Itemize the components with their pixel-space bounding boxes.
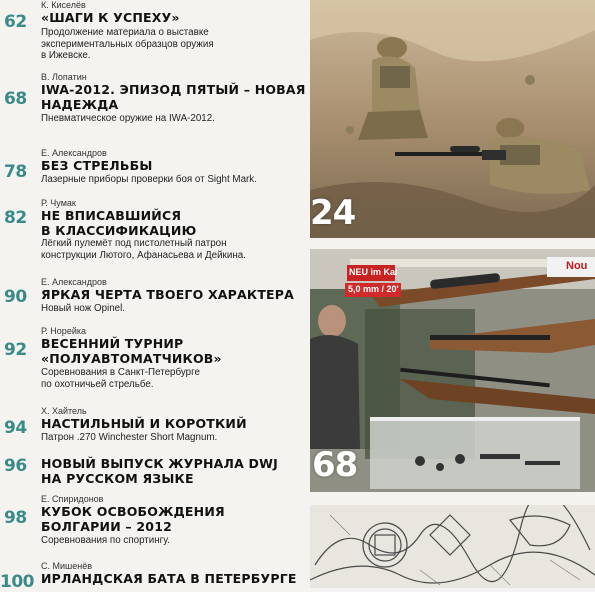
title-line: БОЛГАРИИ – 2012 — [41, 519, 173, 534]
title-line: КУБОК ОСВОБОЖДЕНИЯ — [41, 504, 225, 519]
article-description — [41, 113, 306, 125]
page-number: 82 — [4, 208, 27, 228]
desc-line: Лёгкий пулемёт под пистолетный патрон — [41, 238, 227, 249]
photo-map — [310, 505, 595, 588]
article-title — [41, 416, 306, 431]
sign-text: 5,0 mm / 20' — [348, 284, 399, 294]
desc-line: Соревнования в Санкт-Петербурге — [41, 367, 200, 378]
desc-line: экспериментальных образцов оружия — [41, 38, 214, 50]
article-description — [41, 27, 306, 62]
desc-line: в Ижевске. — [41, 50, 91, 61]
title-line: НАСТИЛЬНЫЙ И КОРОТКИЙ — [41, 416, 247, 431]
title-line: «ШАГИ К УСПЕХУ» — [41, 10, 180, 25]
desc-line: Соревнования по спортингу. — [41, 535, 170, 546]
author: Е. Спиридонов — [41, 494, 104, 504]
sign-text: Nou — [566, 260, 588, 272]
title-line: ВЕСЕННИЙ ТУРНИР — [41, 336, 184, 351]
article-description — [41, 303, 306, 315]
photo-iwa — [310, 249, 595, 492]
author: Р. Чумак — [41, 198, 76, 208]
title-line: НА РУССКОМ ЯЗЫКЕ — [41, 471, 194, 486]
photo-page-label: 24 — [310, 193, 356, 233]
page-number: 100 — [0, 572, 34, 592]
desc-line: Лазерные приборы проверки боя от Sight Mark. — [41, 174, 257, 185]
title-line: «ПОЛУАВТОМАТЧИКОВ» — [41, 351, 222, 366]
photo-soldiers — [310, 0, 595, 238]
title-line: НАДЕЖДА — [41, 97, 119, 112]
article-description — [41, 432, 306, 444]
page-number: 98 — [4, 508, 27, 528]
article-title — [41, 82, 306, 112]
author: К. Киселёв — [41, 0, 86, 10]
page-number: 90 — [4, 287, 27, 307]
photo-page-label: 68 — [312, 445, 358, 485]
title-line: ЯРКАЯ ЧЕРТА ТВОЕГО ХАРАКТЕРА — [41, 287, 295, 302]
title-line: ИРЛАНДСКАЯ БАТА В ПЕТЕРБУРГЕ — [41, 571, 297, 586]
author: Р. Норейка — [41, 326, 86, 336]
author: Х. Хайтель — [41, 406, 87, 416]
desc-line: Патрон .270 Winchester Short Magnum. — [41, 432, 218, 443]
author: С. Мишенёв — [41, 561, 93, 571]
desc-line: конструкции Лютого, Афанасьева и Дейкина. — [41, 249, 246, 261]
title-line: В КЛАССИФИКАЦИЮ — [41, 223, 197, 238]
map-engraving-art — [310, 505, 595, 588]
desc-line: по охотничьей стрельбе. — [41, 378, 154, 390]
article-title — [41, 336, 306, 366]
article-description — [41, 535, 306, 547]
title-line: НЕ ВПИСАВШИЙСЯ — [41, 208, 182, 223]
article-title — [41, 456, 306, 486]
article-description — [41, 174, 306, 186]
title-line: БЕЗ СТРЕЛЬБЫ — [41, 158, 153, 173]
sign-text: NEU im Kal — [349, 267, 398, 277]
desc-line: Продолжение материала о выставке — [41, 27, 209, 38]
article-title — [41, 287, 306, 302]
article-title — [41, 158, 306, 173]
page-number: 94 — [4, 418, 27, 438]
author: Е. Александров — [41, 148, 107, 158]
page-number: 78 — [4, 162, 27, 182]
article-title — [41, 571, 306, 586]
article-description — [41, 367, 306, 390]
desc-line: Новый нож Opinel. — [41, 303, 126, 314]
title-line: IWA-2012. ЭПИЗОД ПЯТЫЙ – НОВАЯ — [41, 82, 306, 97]
article-title — [41, 504, 306, 534]
author: Е. Александров — [41, 277, 107, 287]
desc-line: Пневматическое оружие на IWA-2012. — [41, 113, 215, 124]
article-title — [41, 208, 306, 238]
page-number: 68 — [4, 89, 27, 109]
author: В. Лопатин — [41, 72, 87, 82]
article-description — [41, 238, 306, 261]
article-title — [41, 10, 306, 25]
page-number: 62 — [4, 12, 27, 32]
page-number: 96 — [4, 456, 27, 476]
title-line: НОВЫЙ ВЫПУСК ЖУРНАЛА DWJ — [41, 456, 278, 471]
page-number: 92 — [4, 340, 27, 360]
